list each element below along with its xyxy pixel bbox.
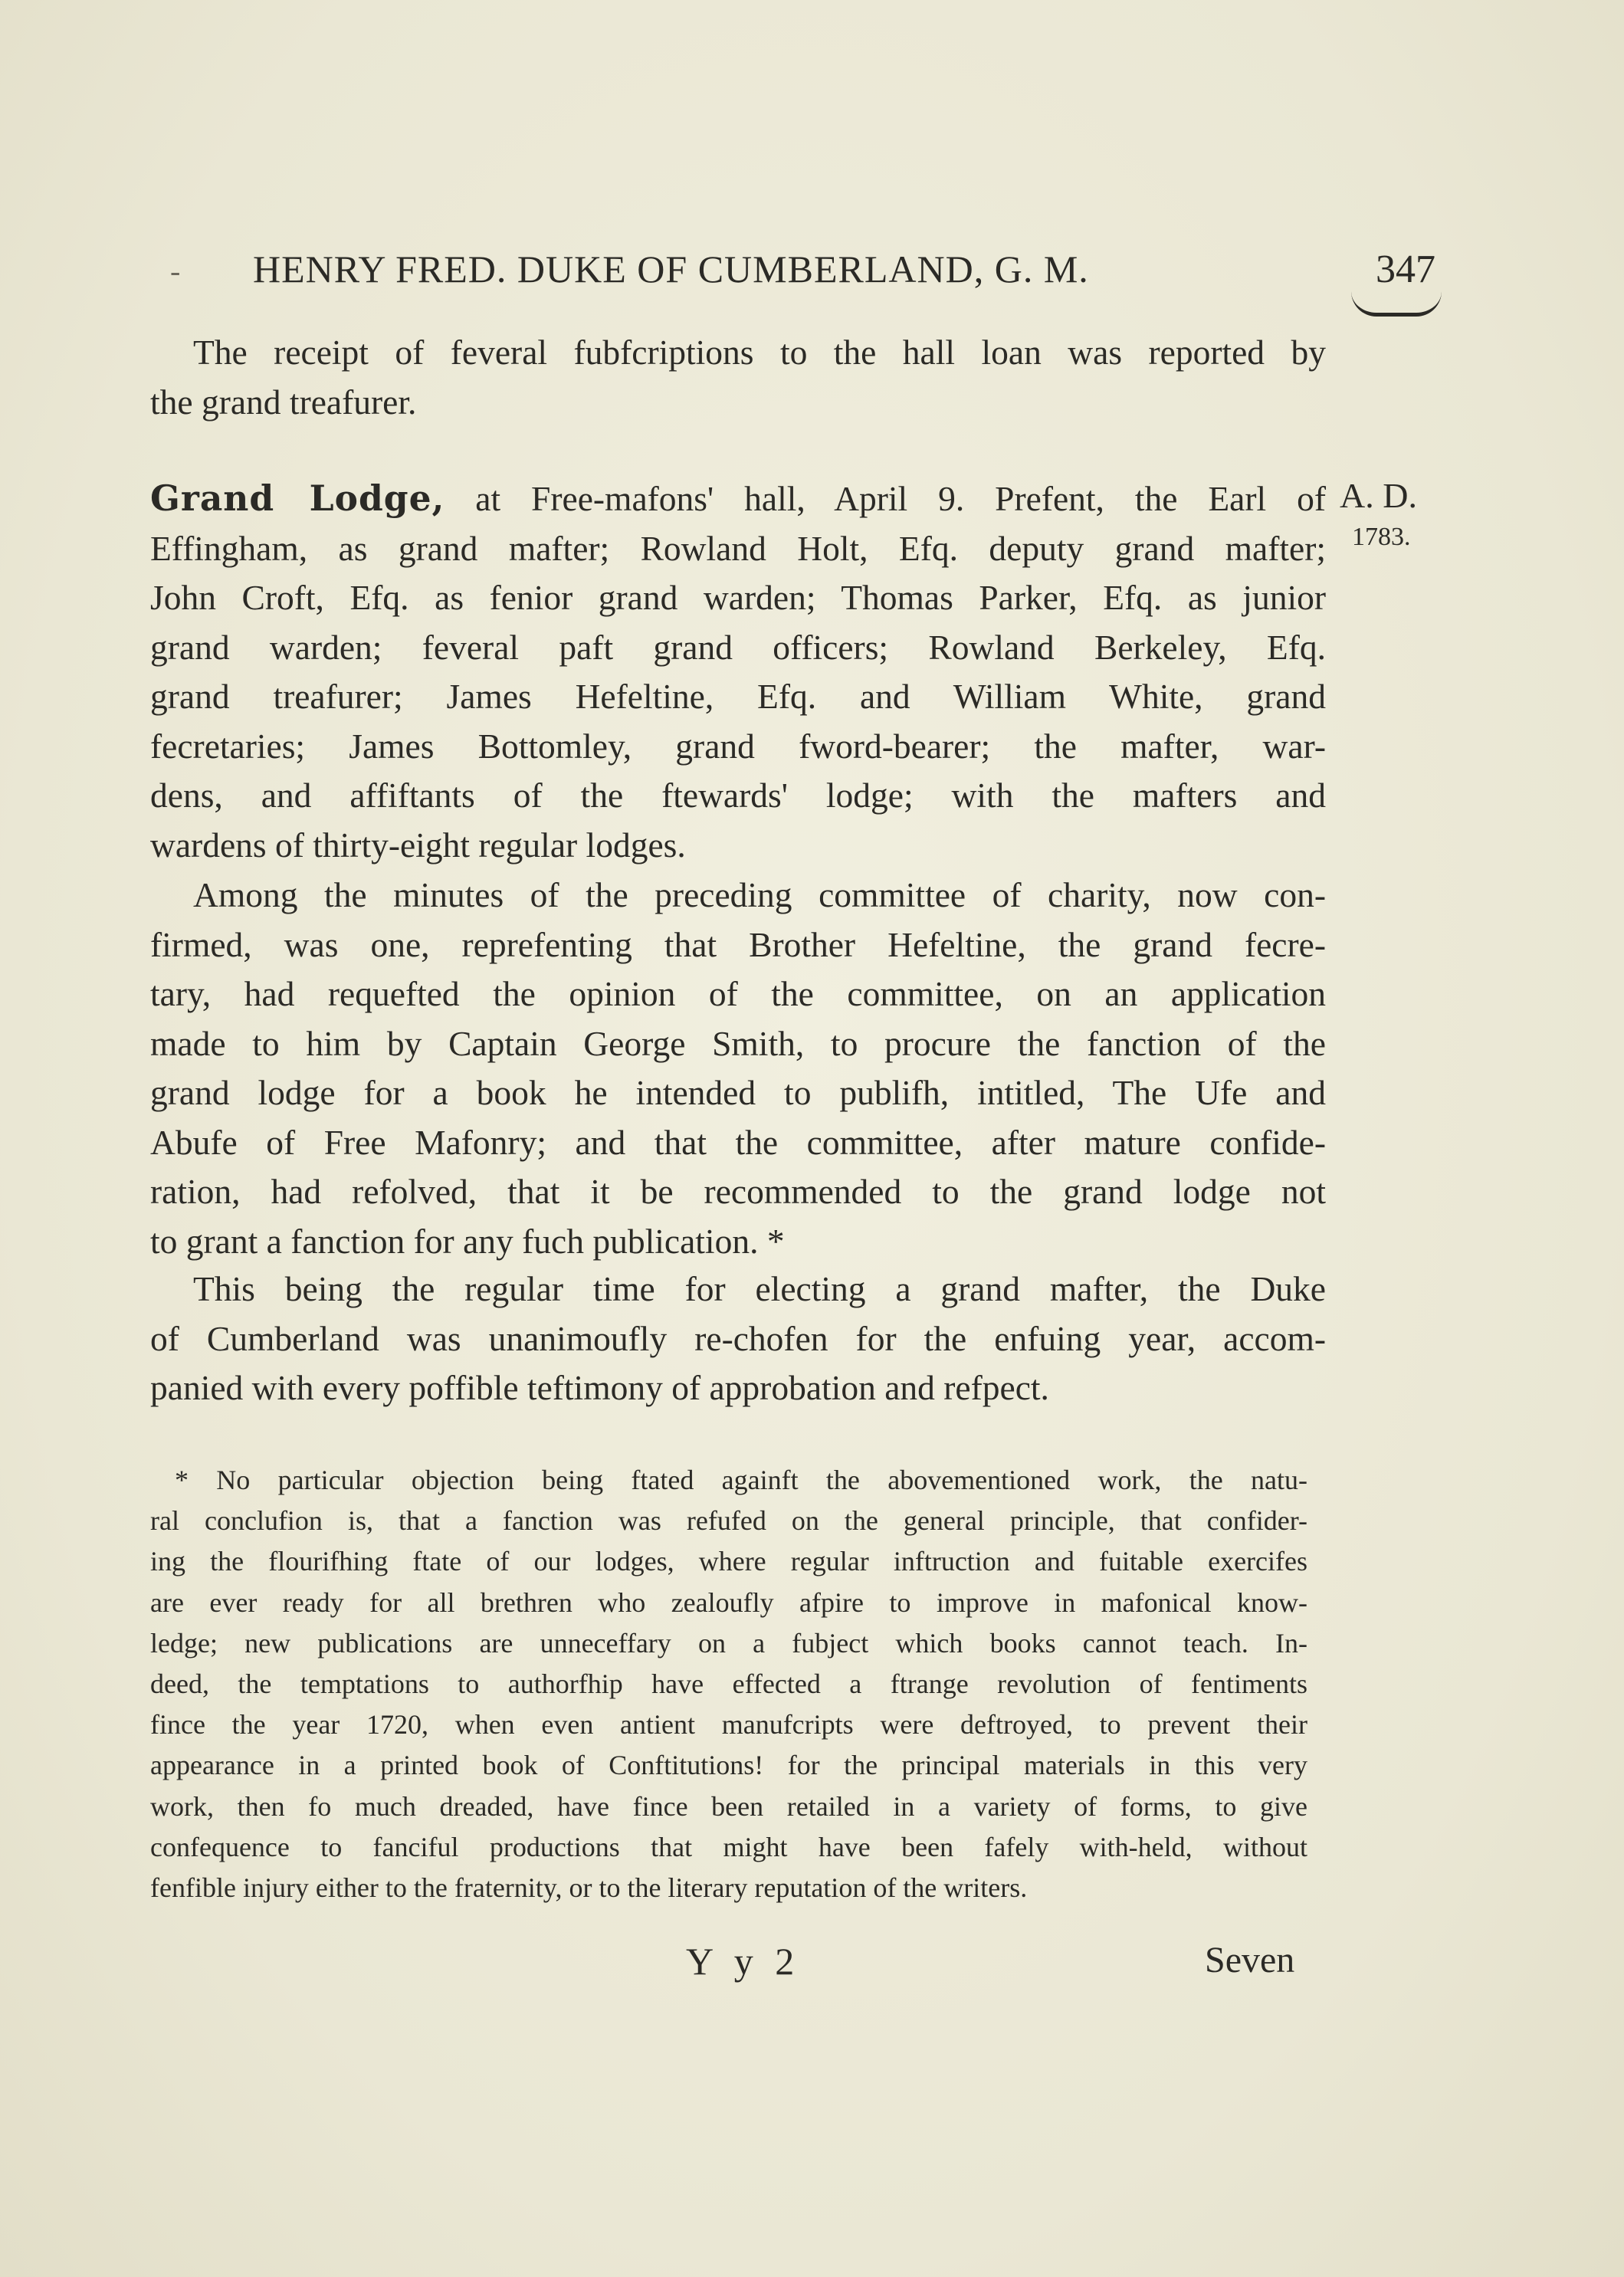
page-number: 347 <box>1376 248 1435 291</box>
text-line: to grant a fanction for any fuch publication. * <box>150 1221 785 1261</box>
paragraph-committee-minutes <box>150 871 1326 1266</box>
text-line: Effingham, as grand mafter; Rowland Holt, Efq. deputy grand mafter; <box>150 528 1326 568</box>
text-segment: at Free-mafons' hall, April 9. Prefent, the Earl of <box>445 479 1326 518</box>
footnote-line: ral conclufion is, that a fanction was refufed on the general principle, that confider- <box>150 1505 1307 1537</box>
text-line: the grand treafurer. <box>150 382 417 422</box>
text-line: Among the minutes of the preceding committee of charity, now con- <box>193 875 1326 914</box>
page-number-brace <box>1351 291 1442 317</box>
running-header: HENRY FRED. DUKE OF CUMBERLAND, G. M. <box>253 248 1089 290</box>
text-line: Abufe of Free Mafonry; and that the committee, after mature confide- <box>150 1122 1326 1162</box>
footnote-line: confequence to fanciful productions that might have been fafely with-held, without <box>150 1831 1307 1862</box>
paragraph-grand-lodge <box>150 474 1326 870</box>
footnote-line: fenfible injury either to the fraternity, or to the literary reputation of the writers. <box>150 1872 1028 1904</box>
footnote-line: are ever ready for all brethren who zealoufly afpire to improve in mafonical know- <box>150 1586 1307 1618</box>
header-dash: - <box>170 254 181 288</box>
footnote-line: fince the year 1720, when even antient manufcripts were deftroyed, to prevent their <box>150 1709 1307 1741</box>
marginal-date <box>1340 475 1417 558</box>
footnote-line: ing the flourifhing ftate of our lodges, where regular inftruction and fuitable exercifes <box>150 1546 1307 1577</box>
footnote-line: appearance in a printed book of Conftitutions! for the principal materials in this very <box>150 1750 1307 1781</box>
signature-mark: Y y 2 <box>686 1940 801 1983</box>
text-line: firmed, was one, reprefenting that Brother Hefeltine, the grand fecre- <box>150 924 1326 964</box>
margin-ad: A. D. <box>1340 476 1417 515</box>
text-line: of Cumberland was unanimoufly re-chofen for the enfuing year, accom- <box>150 1318 1326 1358</box>
text-line: grand warden; feveral paft grand officers; Rowland Berkeley, Efq. <box>150 627 1326 667</box>
text-line: panied with every poffible teftimony of approbation and refpect. <box>150 1368 1049 1407</box>
text-line: John Croft, Efq. as fenior grand warden; Thomas Parker, Efq. as junior <box>150 578 1326 617</box>
blackletter-heading: Grand Lodge, <box>150 477 445 519</box>
text-line: wardens of thirty-eight regular lodges. <box>150 825 686 865</box>
text-line: This being the regular time for electing a grand mafter, the Duke <box>193 1269 1326 1308</box>
footnote <box>150 1460 1307 1908</box>
catchword: Seven <box>1205 1940 1295 1980</box>
paragraph-election <box>150 1265 1326 1413</box>
footnote-line: * No particular objection being ftated againft the abovementioned work, the natu- <box>175 1465 1307 1495</box>
text-line: grand lodge for a book he intended to publifh, intitled, The Ufe and <box>150 1073 1326 1112</box>
text-line: The receipt of feveral fubfcriptions to the hall loan was reported by <box>193 333 1326 372</box>
text-line: tary, had requefted the opinion of the committee, on an application <box>150 974 1326 1013</box>
footnote-line: deed, the temptations to authorfhip have effected a ftrange revolution of fentiments <box>150 1668 1307 1700</box>
paragraph-hall-loan <box>150 328 1326 427</box>
text-line: grand treafurer; James Hefeltine, Efq. and William White, grand <box>150 677 1326 716</box>
margin-year: 1783. <box>1352 523 1411 551</box>
footnote-line: work, then fo much dreaded, have fince been retailed in a variety of forms, to give <box>150 1790 1307 1822</box>
text-line: fecretaries; James Bottomley, grand fword-bearer; the mafter, war- <box>150 726 1326 766</box>
text-line: made to him by Captain George Smith, to procure the fanction of the <box>150 1023 1326 1063</box>
text-line: dens, and affiftants of the ftewards' lodge; with the mafters and <box>150 776 1326 815</box>
text-line: ration, had refolved, that it be recommended to the grand lodge not <box>150 1172 1326 1211</box>
text-line <box>150 474 1326 524</box>
footnote-line: ledge; new publications are unneceffary on a fubject which books cannot teach. In- <box>150 1627 1307 1659</box>
